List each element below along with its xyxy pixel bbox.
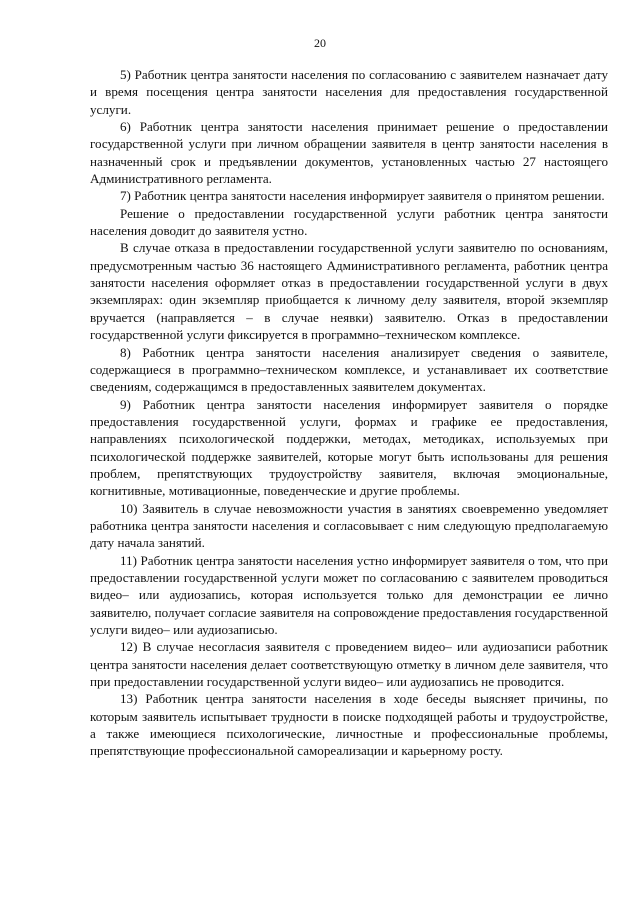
- paragraph-item-6: 6) Работник центра занятости населения принимает решение о предоставлении государственной услуги при личном обращении заявителя в центр занятости населения в назначенный срок и предъявлении документов, установленных частью 27 настоящего Административного регламента.: [90, 119, 608, 187]
- paragraph-item-5: 5) Работник центра занятости населения по согласованию с заявителем назначает дату и время посещения центра занятости населения для предоставления государственной услуги.: [90, 67, 608, 117]
- paragraph-item-8: 8) Работник центра занятости населения анализирует сведения о заявителе, содержащиеся в программно–техническом комплексе, и устанавливает их соответствие сведениям, содержащимся в предоставленных заявителем документах.: [90, 344, 608, 395]
- paragraph-refusal: В случае отказа в предоставлении государственной услуги заявителю по основаниям, предусмотренным частью 36 настоящего Административного регламента, работник центра занятости населения оформляет отказ в предоставлении государственной услуги в двух экземплярах: один экземпляр приобщается к личному делу заявителя, второй экземпляр вручается (направляется – в случае неявки) заявителю. Отказ в предоставлении государственной услуги фиксируется в программно–техническом комплексе.: [90, 240, 608, 343]
- paragraph-decision: Решение о предоставлении государственной услуги работник центра занятости населения доводит до заявителя устно.: [90, 205, 608, 239]
- page-number: 20: [314, 36, 326, 50]
- paragraph-item-7: 7) Работник центра занятости населения информирует заявителя о принятом решении.: [120, 188, 605, 204]
- paragraph-item-12: 12) В случае несогласия заявителя с проведением видео– или аудиозаписи работник центра занятости населения делает соответствующую отметку в личном деле заявителя, что при предоставлении государственной услуги видео– или аудиозапись не проводится.: [90, 639, 608, 690]
- paragraph-item-10: 10) Заявитель в случае невозможности участия в занятиях своевременно уведомляет работника центра занятости населения и согласовывает с ним следующую предполагаемую дату начала занятий.: [90, 500, 608, 551]
- document-body: [90, 66, 608, 760]
- paragraph-item-13: 13) Работник центра занятости населения в ходе беседы выясняет причины, по которым заявитель испытывает трудности в поиске подходящей работы и трудоустройстве, а также имеющиеся психологические, личностные и профессиональные проблемы, препятствующие профессиональной самореализации и карьерному росту.: [90, 691, 608, 759]
- paragraph-item-11: 11) Работник центра занятости населения устно информирует заявителя о том, что при предоставлении государственной услуги может по согласованию с заявителем проводиться видео– или аудиозапись, которая используется только для демонстрации ее лично заявителю, получает согласие заявителя на сопровождение предоставления государственной услуги видео– или аудиозаписью.: [90, 552, 608, 637]
- paragraph-item-9: 9) Работник центра занятости населения информирует заявителя о порядке предоставления государственной услуги, формах и графике ее предоставления, направлениях психологической поддержки, методах, методиках, используемых при психологической поддержке заявителей, которые могут быть использованы для решения проблем, препятствующих трудоустройству заявителя, включая эмоциональные, когнитивные, мотивационные, поведенческие и другие проблемы.: [90, 396, 608, 499]
